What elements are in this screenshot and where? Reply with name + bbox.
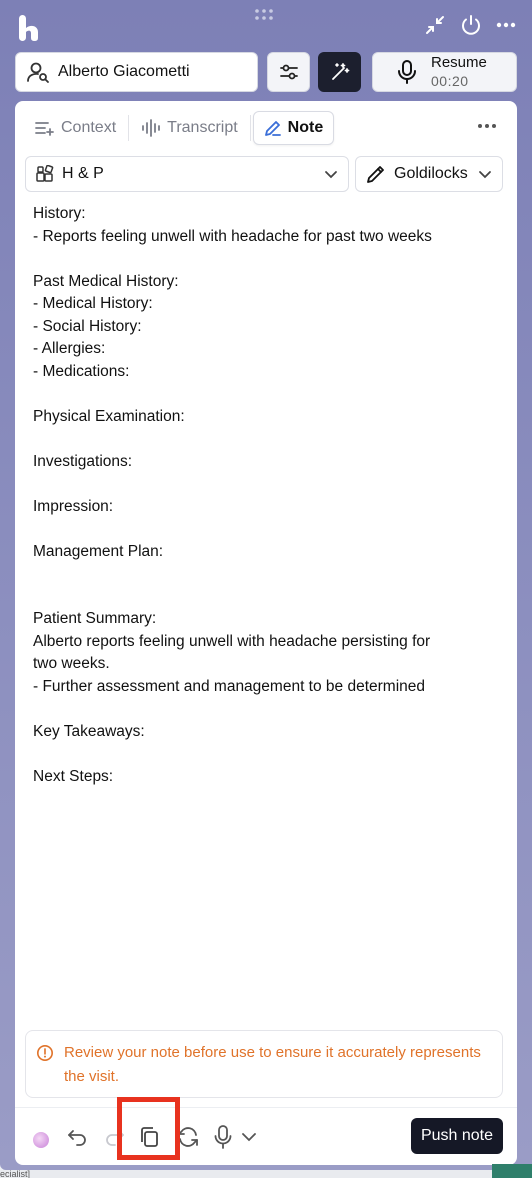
tab-note[interactable] — [253, 111, 335, 145]
note-line: History: — [33, 205, 86, 222]
style-select[interactable] — [355, 156, 503, 192]
magic-wand-icon — [329, 61, 351, 83]
note-panel — [15, 101, 517, 1165]
resume-label: Resume — [431, 54, 487, 71]
chevron-down-icon — [478, 169, 492, 179]
background-text: ecialist] — [0, 1169, 31, 1178]
panel-more-icon[interactable] — [477, 123, 497, 129]
header-row — [15, 52, 517, 92]
note-editor[interactable] — [33, 203, 503, 788]
review-warning — [25, 1030, 503, 1098]
more-icon[interactable] — [496, 22, 516, 28]
note-line: - Medical History: — [33, 295, 153, 312]
resume-button[interactable] — [372, 52, 517, 92]
note-line: Alberto reports feeling unwell with headache persisting for — [33, 632, 431, 650]
note-line — [33, 383, 503, 406]
drag-handle-icon[interactable] — [254, 8, 274, 22]
tab-divider — [128, 115, 129, 141]
note-line: - Social History: — [33, 317, 142, 335]
note-line — [33, 428, 503, 451]
note-line — [33, 248, 503, 271]
note-line — [33, 698, 503, 721]
pencil-icon — [264, 119, 282, 137]
note-toolbar — [15, 1107, 517, 1165]
note-line: Impression: — [33, 497, 114, 515]
push-note-button[interactable]: Push note — [411, 1118, 503, 1154]
patient-field[interactable] — [15, 52, 258, 92]
settings-button[interactable] — [267, 52, 310, 92]
note-line — [33, 743, 503, 766]
tab-context-label: Context — [61, 119, 117, 136]
pen-icon — [366, 164, 386, 184]
note-line: - Further assessment and management to be determined — [33, 677, 426, 695]
tab-transcript[interactable] — [131, 111, 248, 145]
note-line: - Medications: — [33, 362, 130, 380]
chevron-down-icon[interactable] — [241, 1132, 257, 1142]
note-line — [33, 563, 503, 586]
note-line — [33, 518, 503, 541]
waveform-icon — [141, 119, 161, 137]
alert-circle-icon — [36, 1043, 54, 1063]
heidi-logo-icon — [18, 14, 42, 42]
note-line — [33, 586, 503, 609]
background-window-strip — [0, 1170, 532, 1178]
style-value: Goldilocks — [394, 165, 468, 182]
magic-wand-button[interactable] — [318, 52, 361, 92]
tab-bar — [25, 111, 334, 145]
chevron-down-icon — [324, 169, 338, 179]
list-add-icon — [35, 120, 55, 136]
tab-note-label: Note — [287, 119, 324, 136]
background-element — [492, 1164, 532, 1178]
template-select[interactable] — [25, 156, 349, 192]
copy-button-highlight — [117, 1097, 180, 1160]
dictate-microphone-icon[interactable] — [214, 1124, 232, 1150]
power-icon[interactable] — [460, 14, 482, 36]
note-line: Key Takeaways: — [33, 722, 145, 740]
note-line: two weeks. — [33, 655, 110, 672]
warning-text: Review your note before use to ensure it accurately represents the visit. — [63, 1044, 481, 1085]
note-line: Next Steps: — [33, 767, 114, 785]
minimize-icon[interactable] — [424, 14, 446, 36]
template-icon — [36, 165, 54, 183]
tab-divider — [250, 115, 251, 141]
note-line: Past Medical History: — [33, 272, 179, 290]
note-line: - Reports feeling unwell with headache for past two weeks — [33, 227, 432, 245]
timer: 00:20 — [431, 73, 469, 89]
sliders-icon — [278, 61, 300, 83]
undo-icon[interactable] — [67, 1127, 89, 1147]
patient-name: Alberto Giacometti — [58, 63, 190, 80]
microphone-icon — [397, 59, 417, 85]
note-line: Investigations: — [33, 452, 133, 470]
note-line: Management Plan: — [33, 542, 164, 560]
template-value: H & P — [62, 165, 104, 182]
note-line: - Allergies: — [33, 340, 106, 357]
user-search-icon — [26, 60, 50, 84]
window-controls — [424, 14, 516, 36]
tab-transcript-label: Transcript — [167, 119, 238, 136]
note-line — [33, 473, 503, 496]
tab-context[interactable] — [25, 111, 126, 145]
assistant-orb-icon[interactable] — [33, 1132, 49, 1148]
note-line: Patient Summary: — [33, 610, 157, 627]
note-line: Physical Examination: — [33, 407, 185, 425]
